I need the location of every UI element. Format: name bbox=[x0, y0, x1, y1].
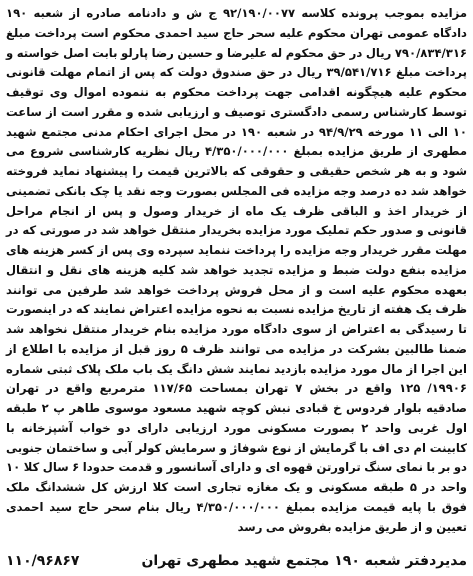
notice-body-text: مزایده بموجب پرونده کلاسه ۹۲/۱۹۰/۰۰۷۷ ج ش و دادنامه صادره از شعبه ۱۹۰ دادگاه عمومی تهران محکوم علیه سحر حاج سید احمدی محکوم است پرداخت مبلغ ۷۹۰/۸۳۴/۳۱۶ ریال در حق محکوم له علیرضا و حسین رضا پارلو بابت اصل خواسته و پرداخت مبلغ ۳۹/۵۴۱/۷۱۶ ریال در حق صندوق دولت که پس از اتمام مهلت قانونی محکوم علیه هیچگونه اقدامی جهت پرداخت محکوم به ننموده اموال وی توقیف توسط کارشناس رسمی دادگستری توصیف و ارزیابی شده و مقرر است از ساعت ۱۰ الی ۱۱ مورخه ۹۴/۹/۲۹ در شعبه ۱۹۰ در محل اجرای احکام مدنی مجتمع شهید مطهری از طریق مزایده بمبلغ ۴/۳۵۰/۰۰۰/۰۰۰ ریال نظریه کارشناسی شروع می شود و به هر شخص حقیقی و حقوقی که بالاترین قیمت را پیشنهاد نماید فروخته خواهد شد ده درصد وجه مزایده فی المجلس بصورت وجه نقد یا چک بانکی تضمینی از خریدار اخذ و الباقی ظرف یک ماه از خریدار وصول و پس از انجام مراحل قانونی و صدور حکم تملیک مورد مزایده بخریدار منتقل خواهد شد در صورتی که در مهلت مقرر خریدار وجه مزایده را پرداخت ننماید سپرده وی پس از کسر هزینه های مزایده بنفع دولت ضبط و مزایده تجدید خواهد شد کلیه هزینه های نقل و انتقال بعهده محکوم علیه است و از محل فروش پرداخت خواهد شد طرفین می توانند ظرف یک هفته از تاریخ مزایده نسبت به نحوه مزایده اعتراض نمایند که در اینصورت تا رسیدگی به اعتراض از سوی دادگاه مورد مزایده بنام خریدار منتقل نخواهد شد ضمنا طالبین بشرکت در مزایده می توانند ظرف ۵ روز قبل از مزایده با اطلاع از این اجرا از مال مورد مزایده بازدید نمایند شش دانگ یک باب ملک پلاک ثبتی شماره ۱۹۹۰۶/ ۱۲۵ واقع در بخش ۷ تهران بمساحت ۱۱۷/۶۵ مترمربع واقع در تهران صادقیه بلوار فردوس خ قبادی نبش کوچه شهید مسعود موسوی طاهر پ ۲ طبقه اول غربی واحد ۲ بصورت مسکونی مورد ارزیابی دارای دو خواب آشپزخانه با کابینت ام دی اف با گرمایش از نوع شوفاژ و سرمایش کولر آبی و ساختمان جنوبی دو بر با نمای سنگ تراورتن قهوه ای و دارای آسانسور و قدمت حدودا ۶ سال کلا ۱۰ واحد در ۵ طبقه مسکونی و یک مغازه تجاری است کلا ارزش کل ششدانگ ملک فوق با پایه قیمت مزایده بمبلغ ۴/۳۵۰/۰۰۰/۰۰۰ ریال بنام سحر حاج سید احمدی تعیین و از طریق مزایده بفروش می رسد bbox=[6, 6, 467, 534]
notice-footer bbox=[6, 550, 467, 572]
court-clerk-signature: مدیردفتر شعبه ۱۹۰ مجتمع شهید مطهری تهران bbox=[141, 553, 467, 569]
notice-reference-number: ۱۱۰/۹۶۸۶۷ bbox=[6, 553, 80, 569]
